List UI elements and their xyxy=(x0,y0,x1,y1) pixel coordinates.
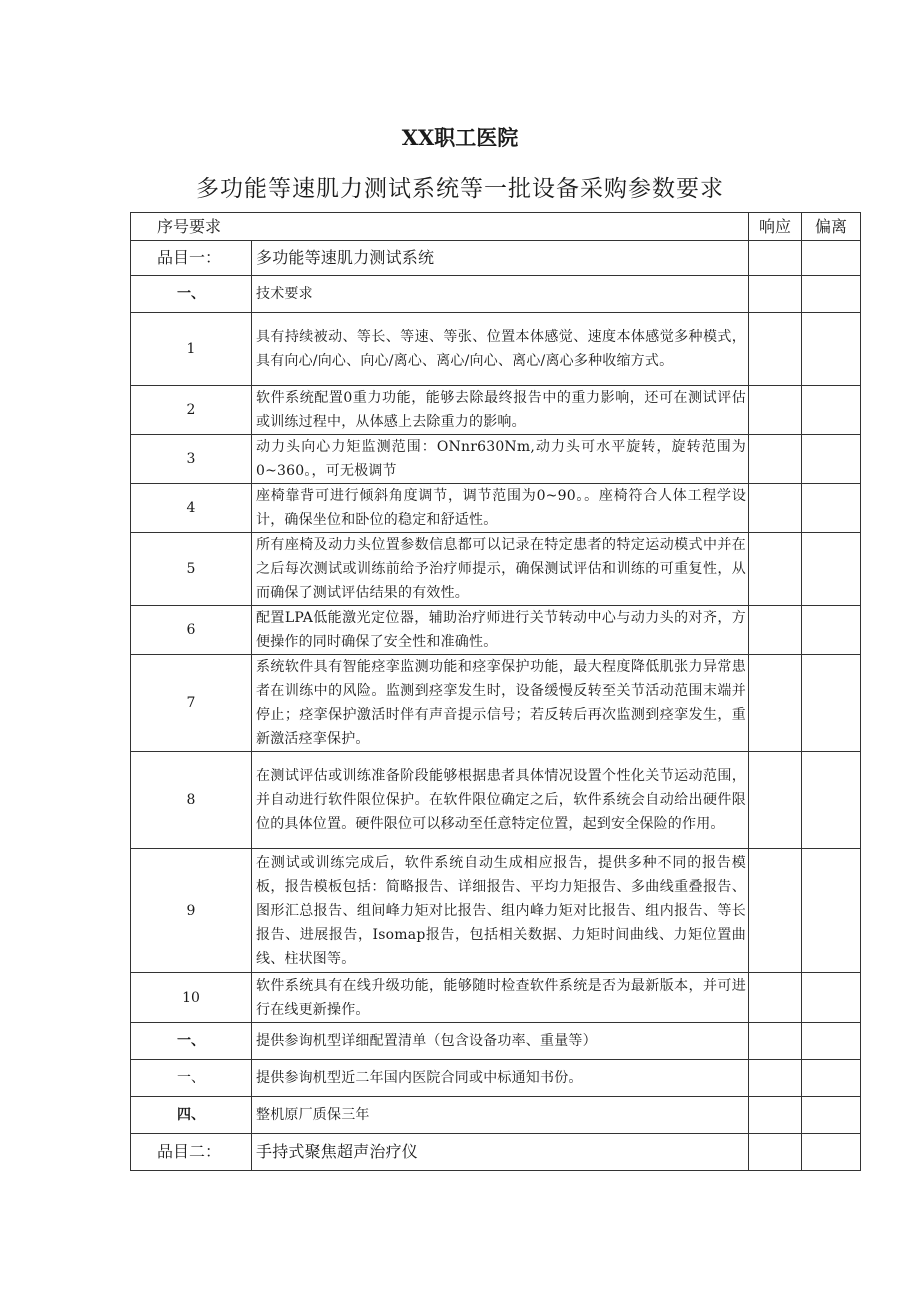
header-seq-req: 序号要求 xyxy=(131,213,749,241)
item1-name: 多功能等速肌力测试系统 xyxy=(252,241,749,276)
section2-text: 提供参询机型详细配置清单（包含设备功率、重量等） xyxy=(252,1023,749,1060)
header-response: 响应 xyxy=(749,213,802,241)
section4-text: 整机原厂质保三年 xyxy=(252,1097,749,1134)
section-row xyxy=(131,276,861,313)
table-row xyxy=(131,973,861,1023)
item2-name: 手持式聚焦超声治疗仪 xyxy=(252,1134,749,1171)
deviation-cell[interactable] xyxy=(802,849,861,973)
section3-text: 提供参询机型近二年国内医院合同或中标通知书份。 xyxy=(252,1060,749,1097)
row-text: 动力头向心力矩监测范围：ONnr630Nm,动力头可水平旋转，旋转范围为0~360。，可无极调节 xyxy=(252,435,749,484)
deviation-cell[interactable] xyxy=(802,606,861,655)
response-cell[interactable] xyxy=(749,1134,802,1171)
row-num: 8 xyxy=(131,752,252,849)
item1-label: 品目一： xyxy=(131,241,252,276)
deviation-cell[interactable] xyxy=(802,484,861,533)
row-text: 配置LPA低能激光定位器，辅助治疗师进行关节转动中心与动力头的对齐，方便操作的同时确保了安全性和准确性。 xyxy=(252,606,749,655)
table-row xyxy=(131,435,861,484)
response-cell[interactable] xyxy=(749,606,802,655)
row-num: 4 xyxy=(131,484,252,533)
item-row xyxy=(131,1134,861,1171)
row-num: 5 xyxy=(131,533,252,606)
table-row xyxy=(131,849,861,973)
deviation-cell[interactable] xyxy=(802,973,861,1023)
table-row xyxy=(131,655,861,752)
response-cell[interactable] xyxy=(749,1060,802,1097)
section1-text: 技术要求 xyxy=(252,276,749,313)
deviation-cell[interactable] xyxy=(802,1097,861,1134)
response-cell[interactable] xyxy=(749,276,802,313)
deviation-cell[interactable] xyxy=(802,313,861,386)
table-row xyxy=(131,484,861,533)
deviation-cell[interactable] xyxy=(802,386,861,435)
response-cell[interactable] xyxy=(749,752,802,849)
section4-num: 四、 xyxy=(131,1097,252,1134)
table-row xyxy=(131,533,861,606)
table-row xyxy=(131,752,861,849)
deviation-cell[interactable] xyxy=(802,1023,861,1060)
item2-label: 品目二： xyxy=(131,1134,252,1171)
row-text: 在测试评估或训练准备阶段能够根据患者具体情况设置个性化关节运动范围，并自动进行软件限位保护。在软件限位确定之后，软件系统会自动给出硬件限位的具体位置。硬件限位可以移动至任意特定位置，起到安全保险的作用。 xyxy=(252,752,749,849)
row-num: 7 xyxy=(131,655,252,752)
deviation-cell[interactable] xyxy=(802,241,861,276)
row-text: 座椅靠背可进行倾斜角度调节，调节范围为0~90。。座椅符合人体工程学设计，确保坐位和卧位的稳定和舒适性。 xyxy=(252,484,749,533)
table-header-row xyxy=(131,213,861,241)
row-text: 所有座椅及动力头位置参数信息都可以记录在特定患者的特定运动模式中并在之后每次测试或训练前给予治疗师提示，确保测试评估和训练的可重复性，从而确保了测试评估结果的有效性。 xyxy=(252,533,749,606)
row-text: 系统软件具有智能痉挛监测功能和痉挛保护功能，最大程度降低肌张力异常患者在训练中的风险。监测到痉挛发生时，设备缓慢反转至关节活动范围末端并停止；痉挛保护激活时伴有声音提示信号；若反转后再次监测到痉挛发生，重新激活痉挛保护。 xyxy=(252,655,749,752)
response-cell[interactable] xyxy=(749,973,802,1023)
deviation-cell[interactable] xyxy=(802,752,861,849)
deviation-cell[interactable] xyxy=(802,276,861,313)
response-cell[interactable] xyxy=(749,1023,802,1060)
row-text: 具有持续被动、等长、等速、等张、位置本体感觉、速度本体感觉多种模式，具有向心/向心、向心/离心、离心/向心、离心/离心多种收缩方式。 xyxy=(252,313,749,386)
table-row xyxy=(131,606,861,655)
section-row xyxy=(131,1097,861,1134)
response-cell[interactable] xyxy=(749,435,802,484)
row-num: 6 xyxy=(131,606,252,655)
deviation-cell[interactable] xyxy=(802,655,861,752)
header-deviation: 偏离 xyxy=(802,213,861,241)
row-num: 1 xyxy=(131,313,252,386)
page-title: XX职工医院 xyxy=(401,125,519,150)
table-row xyxy=(131,313,861,386)
response-cell[interactable] xyxy=(749,533,802,606)
response-cell[interactable] xyxy=(749,386,802,435)
row-text: 软件系统配置0重力功能，能够去除最终报告中的重力影响，还可在测试评估或训练过程中，从体感上去除重力的影响。 xyxy=(252,386,749,435)
deviation-cell[interactable] xyxy=(802,1060,861,1097)
row-text: 在测试或训练完成后，软件系统自动生成相应报告，提供多种不同的报告模板，报告模板包括：简略报告、详细报告、平均力矩报告、多曲线重叠报告、图形汇总报告、组间峰力矩对比报告、组内峰力矩对比报告、组内报告、等长报告、进展报告，Isomap报告，包括相关数据、力矩时间曲线、力矩位置曲线、柱状图等。 xyxy=(252,849,749,973)
response-cell[interactable] xyxy=(749,241,802,276)
row-num: 2 xyxy=(131,386,252,435)
section-row xyxy=(131,1060,861,1097)
section1-num: 一、 xyxy=(131,276,252,313)
row-num: 3 xyxy=(131,435,252,484)
response-cell[interactable] xyxy=(749,655,802,752)
deviation-cell[interactable] xyxy=(802,435,861,484)
response-cell[interactable] xyxy=(749,849,802,973)
row-num: 9 xyxy=(131,849,252,973)
deviation-cell[interactable] xyxy=(802,533,861,606)
requirements-table xyxy=(130,212,861,1171)
response-cell[interactable] xyxy=(749,484,802,533)
section-row xyxy=(131,1023,861,1060)
page-subtitle: 多功能等速肌力测试系统等一批设备采购参数要求 xyxy=(196,176,724,202)
row-text: 软件系统具有在线升级功能，能够随时检查软件系统是否为最新版本，并可进行在线更新操作。 xyxy=(252,973,749,1023)
response-cell[interactable] xyxy=(749,313,802,386)
row-num: 10 xyxy=(131,973,252,1023)
section2-num: 一、 xyxy=(131,1023,252,1060)
section3-num: 一、 xyxy=(131,1060,252,1097)
deviation-cell[interactable] xyxy=(802,1134,861,1171)
response-cell[interactable] xyxy=(749,1097,802,1134)
item-row xyxy=(131,241,861,276)
table-row xyxy=(131,386,861,435)
